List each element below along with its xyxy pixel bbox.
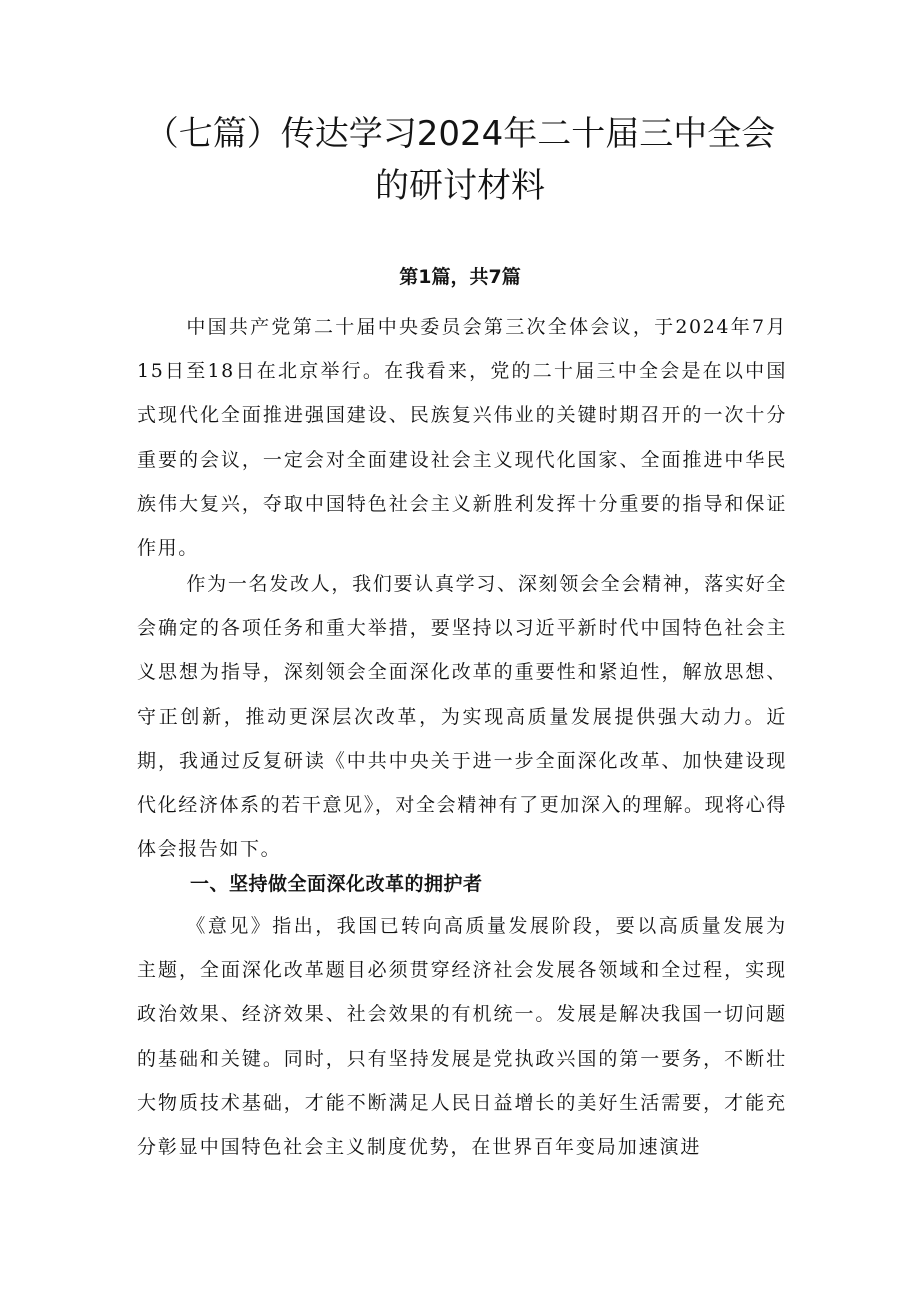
document-title: [80, 108, 840, 212]
part-heading: 第1篇，共7篇: [399, 266, 521, 288]
section-heading: 一、坚持做全面深化改革的拥护者: [190, 873, 483, 895]
section-paragraph: 《意见》指出，我国已转向高质量发展阶段，要以高质量发展为主题，全面深化改革题目必须贯穿经济社会发展各领域和全过程，实现政治效果、经济效果、社会效果的有机统一。发展是解决我国一切问题的基础和关键。同时，只有坚持发展是党执政兴国的第一要务，不断壮大物质技术基础，才能不断满足人民日益增长的美好生活需要，才能充分彰显中国特色社会主义制度优势，在世界百年变局加速演进: [137, 915, 787, 1159]
body-paragraph: 中国共产党第二十届中央委员会第三次全体会议，于2024年7月15日至18日在北京举行。在我看来，党的二十届三中全会是在以中国式现代化全面推进强国建设、民族复兴伟业的关键时期召开的一次十分重要的会议，一定会对全面建设社会主义现代化国家、全面推进中华民族伟大复兴，夺取中国特色社会主义新胜利发挥十分重要的指导和保证作用。: [137, 316, 787, 560]
document-title-line-2: 的研讨材料: [375, 166, 545, 206]
body-paragraph: 作为一名发改人，我们要认真学习、深刻领会全会精神，落实好全会确定的各项任务和重大举措，要坚持以习近平新时代中国特色社会主义思想为指导，深刻领会全面深化改革的重要性和紧迫性，解放思想、守正创新，推动更深层次改革，为实现高质量发展提供强大动力。近期，我通过反复研读《中共中央关于进一步全面深化改革、加快建设现代化经济体系的若干意见》，对全会精神有了更加深入的理解。现将心得体会报告如下。: [137, 573, 787, 861]
document-title-line-1: （七篇）传达学习2024年二十届三中全会: [144, 114, 776, 154]
